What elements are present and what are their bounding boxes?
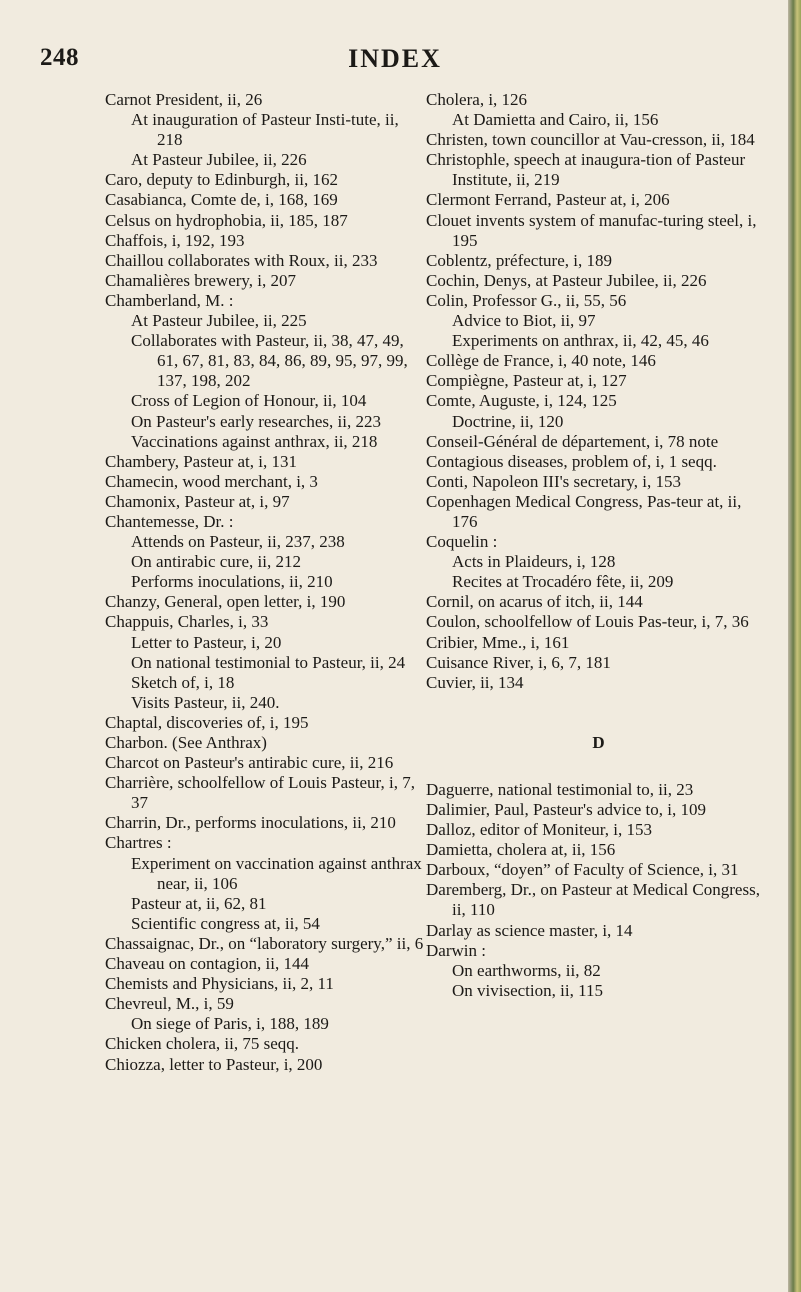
index-entry: Chamecin, wood merchant, i, 3 xyxy=(105,471,318,491)
index-entry: Christen, town councillor at Vau-cresson, ii, 184 xyxy=(426,130,755,150)
index-subentry: Letter to Pasteur, i, 20 xyxy=(131,632,282,652)
index-entry: Cholera, i, 126 xyxy=(426,90,528,109)
index-subentry: On siege of Paris, i, 188, 189 xyxy=(131,1014,329,1034)
index-subentry: Vaccinations against anthrax, ii, 218 xyxy=(131,431,378,451)
index-subentry: Experiment on vaccination against anthrax near, ii, 106 xyxy=(131,853,422,893)
index-entry: Chaptal, discoveries of, i, 195 xyxy=(105,712,309,732)
index-entry: Coquelin : xyxy=(426,532,498,552)
index-entry: Darlay as science master, i, 14 xyxy=(426,920,633,940)
index-entry: Cornil, on acarus of itch, ii, 144 xyxy=(426,592,643,612)
index-subentry: Scientific congress at, ii, 54 xyxy=(131,913,320,933)
index-entry: Darwin : xyxy=(426,940,486,960)
index-subentry: On Pasteur's early researches, ii, 223 xyxy=(131,411,381,431)
index-entry: Damietta, cholera at, ii, 156 xyxy=(426,840,616,860)
index-subentry: Attends on Pasteur, ii, 237, 238 xyxy=(131,532,345,552)
index-entry: Chaveau on contagion, ii, 144 xyxy=(105,954,309,974)
index-entry: Chemists and Physicians, ii, 2, 11 xyxy=(105,974,334,994)
index-subentry: On national testimonial to Pasteur, ii, 24 xyxy=(131,652,406,672)
index-entry: Comte, Auguste, i, 124, 125 xyxy=(426,391,617,411)
page-number: 248 xyxy=(40,44,79,71)
index-column-right xyxy=(426,90,771,1001)
index-entry: Carnot President, ii, 26 xyxy=(105,90,263,109)
index-subentry: Doctrine, ii, 120 xyxy=(452,411,564,431)
index-entry: Cochin, Denys, at Pasteur Jubilee, ii, 226 xyxy=(426,270,707,290)
index-entry: Chaffois, i, 192, 193 xyxy=(105,230,245,250)
index-entry: Christophle, speech at inaugura-tion of Pasteur Institute, ii, 219 xyxy=(426,150,746,190)
index-entry: Colin, Professor G., ii, 55, 56 xyxy=(426,290,627,310)
index-subentry: Collaborates with Pasteur, ii, 38, 47, 49, 61, 67, 81, 83, 84, 86, 89, 95, 97, 99, 137, 198, 202 xyxy=(131,331,408,391)
index-entry: Charcot on Pasteur's antirabic cure, ii, 216 xyxy=(105,753,394,773)
index-entry: Chanzy, General, open letter, i, 190 xyxy=(105,592,346,612)
index-entry: Cuisance River, i, 6, 7, 181 xyxy=(426,652,611,672)
index-section-c-continued xyxy=(426,90,771,693)
index-subentry: Experiments on anthrax, ii, 42, 45, 46 xyxy=(452,331,709,351)
index-entry: Chaillou collaborates with Roux, ii, 233 xyxy=(105,250,378,270)
index-subentry: On earthworms, ii, 82 xyxy=(452,960,601,980)
index-subentry: On antirabic cure, ii, 212 xyxy=(131,552,301,572)
index-entry: Daremberg, Dr., on Pasteur at Medical Congress, ii, 110 xyxy=(426,880,760,920)
index-entry: Chassaignac, Dr., on “laboratory surgery,” ii, 6 xyxy=(105,933,424,953)
index-entry: Dalimier, Paul, Pasteur's advice to, i, 109 xyxy=(426,800,706,819)
index-entry: Copenhagen Medical Congress, Pas-teur at, ii, 176 xyxy=(426,491,742,531)
index-subentry: Cross of Legion of Honour, ii, 104 xyxy=(131,391,367,411)
index-entry: Chantemesse, Dr. : xyxy=(105,511,234,531)
index-entry: Daguerre, national testimonial to, ii, 23 xyxy=(426,779,694,799)
index-entry: Cuvier, ii, 134 xyxy=(426,672,524,692)
index-entry: Caro, deputy to Edinburgh, ii, 162 xyxy=(105,170,338,190)
index-subentry: Visits Pasteur, ii, 240. xyxy=(131,692,280,712)
index-entry: Chamonix, Pasteur at, i, 97 xyxy=(105,491,290,511)
index-subentry: At Pasteur Jubilee, ii, 226 xyxy=(131,150,307,170)
index-subentry: At inauguration of Pasteur Insti-tute, ii, 218 xyxy=(131,110,399,150)
index-column-left xyxy=(105,90,427,1075)
index-entry: Chamberland, M. : xyxy=(105,290,234,310)
index-entry: Charbon. (See Anthrax) xyxy=(105,733,267,752)
index-entry: Chevreul, M., i, 59 xyxy=(105,994,234,1014)
index-section-d xyxy=(426,780,771,1001)
index-entry: Chicken cholera, ii, 75 seqq. xyxy=(105,1034,300,1054)
index-subentry: At Pasteur Jubilee, ii, 225 xyxy=(131,311,307,331)
index-subentry: On vivisection, ii, 115 xyxy=(452,980,603,1000)
index-entry: Clermont Ferrand, Pasteur at, i, 206 xyxy=(426,190,670,210)
index-entry: Conti, Napoleon III's secretary, i, 153 xyxy=(426,471,681,491)
index-entry: Charrière, schoolfellow of Louis Pasteur, i, 7, 37 xyxy=(105,773,415,813)
page-edge xyxy=(788,0,801,1292)
index-entry: Clouet invents system of manufac-turing steel, i, 195 xyxy=(426,210,757,250)
index-subentry: Acts in Plaideurs, i, 128 xyxy=(452,552,616,572)
index-entry: Coblentz, préfecture, i, 189 xyxy=(426,250,612,270)
index-entry: Compiègne, Pasteur at, i, 127 xyxy=(426,371,627,391)
index-entry: Conseil-Général de département, i, 78 note xyxy=(426,431,719,451)
page-header xyxy=(0,44,790,74)
index-entry: Celsus on hydrophobia, ii, 185, 187 xyxy=(105,210,348,230)
index-subentry: At Damietta and Cairo, ii, 156 xyxy=(452,110,659,130)
index-subentry: Advice to Biot, ii, 97 xyxy=(452,311,596,331)
index-entry: Chamalières brewery, i, 207 xyxy=(105,270,297,290)
section-heading-d: D xyxy=(592,732,605,752)
index-entry: Chambery, Pasteur at, i, 131 xyxy=(105,451,297,471)
index-subentry: Performs inoculations, ii, 210 xyxy=(131,572,333,592)
index-entry: Cribier, Mme., i, 161 xyxy=(426,632,570,652)
index-entry: Dalloz, editor of Moniteur, i, 153 xyxy=(426,820,652,840)
index-subentry: Pasteur at, ii, 62, 81 xyxy=(131,893,267,913)
index-entry: Chiozza, letter to Pasteur, i, 200 xyxy=(105,1054,323,1074)
index-entry: Charrin, Dr., performs inoculations, ii, 210 xyxy=(105,813,396,833)
index-entry: Contagious diseases, problem of, i, 1 seqq. xyxy=(426,451,717,471)
index-entry: Coulon, schoolfellow of Louis Pas-teur, i, 7, 36 xyxy=(426,612,749,632)
index-entry: Casabianca, Comte de, i, 168, 169 xyxy=(105,190,338,210)
index-subentry: Recites at Trocadéro fête, ii, 209 xyxy=(452,572,674,592)
index-entry: Chartres : xyxy=(105,833,172,853)
index-entry: Darboux, “doyen” of Faculty of Science, i, 31 xyxy=(426,860,739,880)
index-entry: Chappuis, Charles, i, 33 xyxy=(105,612,269,632)
index-entry: Collège de France, i, 40 note, 146 xyxy=(426,351,656,371)
page-title: INDEX xyxy=(348,44,442,73)
index-subentry: Sketch of, i, 18 xyxy=(131,672,235,692)
